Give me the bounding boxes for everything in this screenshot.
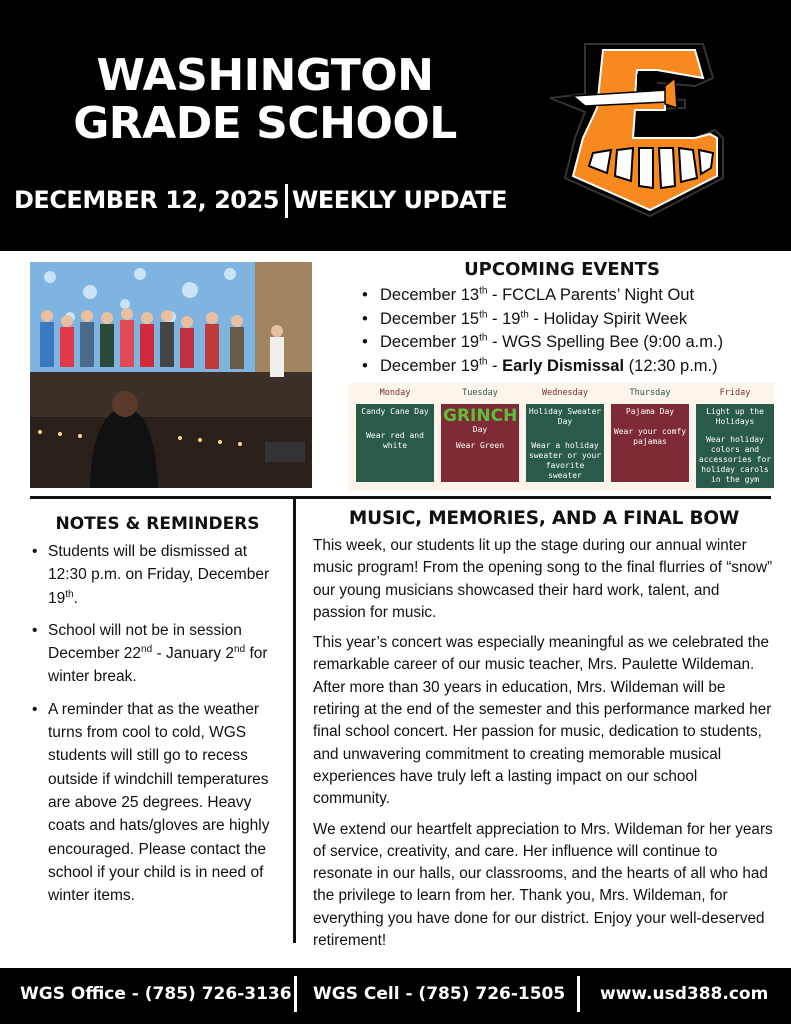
upcoming-events [352,259,772,378]
title-line-2: GRADE SCHOOL [73,98,457,149]
article-paragraph: This year’s concert was especially meaningful as we celebrated the remarkable career of our music teacher, Mrs. Paulette Wildeman. After more than 30 years in education, Mrs. Wildeman will be retiring at the end of the semester and this performance marked her final school concert. Her passion for music, dedication to students, and unwavering commitment to creating memorable musical experiences have truly left a lasting impact on our school community. [313,634,772,808]
concert-photo [30,262,312,488]
note-item: • Students will be dismissed at 12:30 p.m. on Friday, December 19th. [30,540,285,610]
divider [294,976,297,1012]
school-title [40,52,490,148]
note-item: • A reminder that as the weather turns from cool to cold, WGS students will still go to recess outside if windchill temperatures are above 25 degrees. Heavy coats and hats/gloves are highly encouraged. Please contact the school if your child is in need of winter items. [30,698,285,908]
header [0,0,791,251]
spirit-day-monday: Monday Candy Cane Day Wear red and white [356,383,434,482]
article-heading: MUSIC, MEMORIES, AND A FINAL BOW [348,508,740,529]
divider [577,976,580,1012]
event-item: • December 19th - Early Dismissal (12:30 p.m.) [352,355,772,379]
date-line [14,184,507,218]
spirit-day-wednesday: Wednesday Holiday Sweater Day Wear a holiday sweater or your favorite sweater [526,383,604,482]
event-item: • December 13th - FCCLA Parents’ Night Out [352,284,772,308]
office-phone: WGS Office - (785) 726-3136 [20,984,292,1004]
event-item: • December 19th - WGS Spelling Bee (9:00 a.m.) [352,331,772,355]
divider [285,184,288,218]
section-divider [30,496,771,499]
title-line-1: WASHINGTON [96,50,434,101]
spirit-day-thursday: Thursday Pajama Day Wear your comfy pajamas [611,383,689,482]
cell-phone: WGS Cell - (785) 726-1505 [313,984,566,1004]
note-item: • School will not be in session December 22nd - January 2nd for winter break. [30,619,285,689]
school-logo-icon [545,38,755,218]
spirit-day-friday: Friday Light up the Holidays Wear holiday colors and accessories for holiday carols in the gym [696,383,774,488]
article [313,508,775,960]
events-heading: UPCOMING EVENTS [464,259,660,280]
article-paragraph: We extend our heartfelt appreciation to Mrs. Wildeman for her years of service, creativity, and care. Her influence will continue to resonate in our halls, our classrooms, and the hearts of all who had the privilege to learn from her. Thank you, Mrs. Wildeman, for everything you have done for our district. Enjoy your well-deserved retirement! [313,820,773,950]
spirit-week-graphic [348,383,774,491]
spirit-day-tuesday: Tuesday GRINCH Day Wear Green [441,383,519,482]
article-paragraph: This week, our students lit up the stage during our annual winter music program! From the opening song to the final flurries of “snow” our young musicians showcased their hard work, talent, and passion for music. [313,537,773,621]
website-link[interactable]: www.usd388.com [600,984,769,1004]
column-divider [293,498,296,943]
notes-heading: NOTES & REMINDERS [55,514,260,534]
edition-label: WEEKLY UPDATE [291,186,508,214]
issue-date: DECEMBER 12, 2025 [14,186,279,214]
notes-reminders [30,514,285,916]
footer [0,968,791,1024]
event-item: • December 15th - 19th - Holiday Spirit Week [352,308,772,332]
